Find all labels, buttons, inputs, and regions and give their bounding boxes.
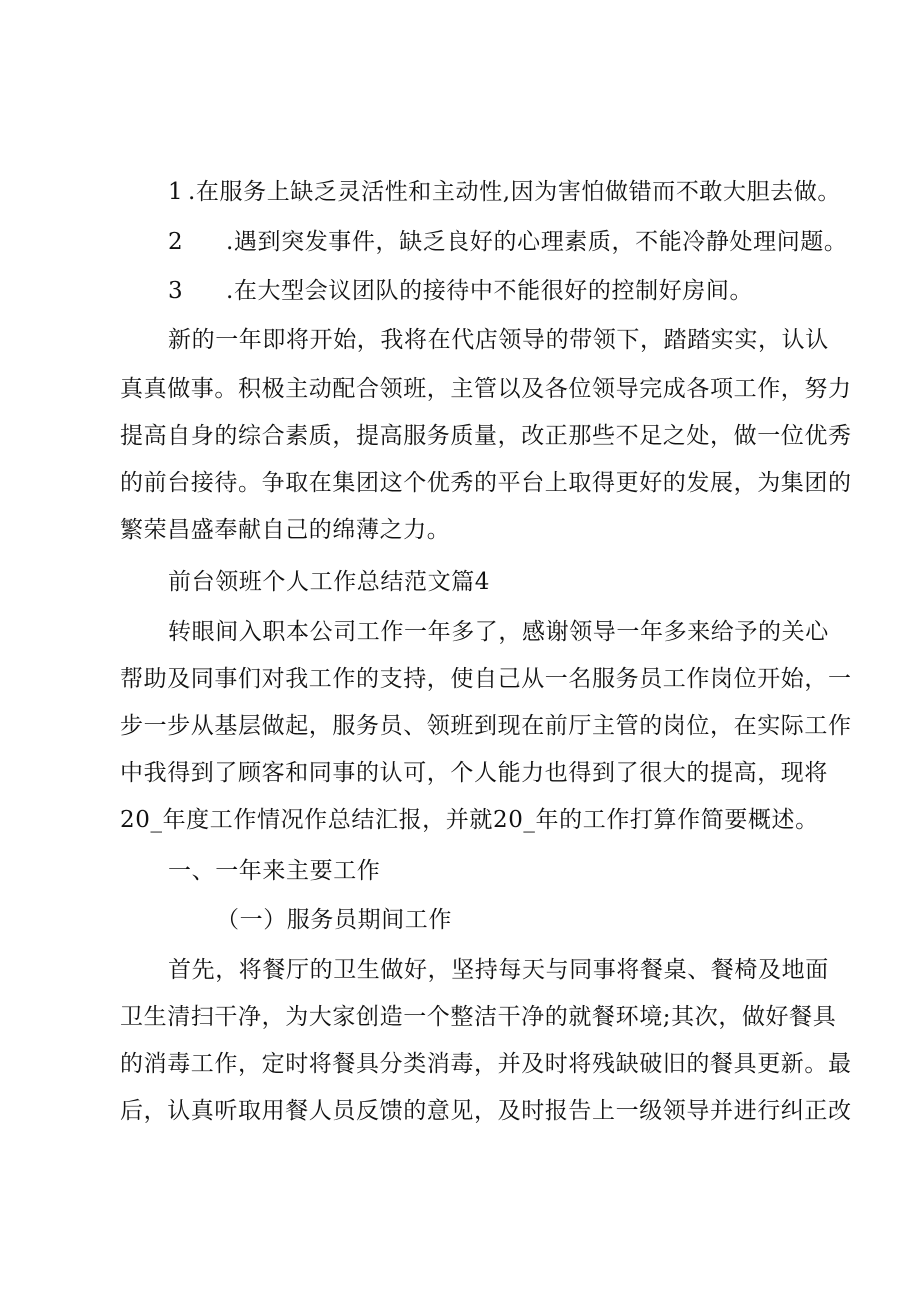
paragraph-line: 步一步从基层做起，服务员、领班到现在前厅主管的岗位，在实际工作 <box>120 713 852 739</box>
list-text: .在服务上缺乏灵活性和主动性,因为害怕做错而不敢大胆去做。 <box>188 179 842 205</box>
paragraph-line: 后，认真听取用餐人员反馈的意见，及时报告上一级领导并进行纠正改 <box>120 1098 852 1124</box>
list-number: 3 <box>168 278 184 304</box>
paragraph-line: 中我得到了顾客和同事的认可，个人能力也得到了很大的提高，现将 <box>120 760 828 786</box>
paragraph-line: 转眼间入职本公司工作一年多了，感谢领导一年多来给予的关心 <box>168 619 829 645</box>
list-number: 1 <box>168 179 184 205</box>
paragraph-line: 新的一年即将开始，我将在代店领导的带领下，踏踏实实，认认 <box>168 327 829 353</box>
list-item <box>168 177 841 207</box>
heading-level-2: （一）服务员期间工作 <box>216 907 452 933</box>
section-title: 前台领班个人工作总结范文篇4 <box>168 569 491 595</box>
paragraph-line: 卫生清扫干净，为大家创造一个整洁干净的就餐环境;其次，做好餐具 <box>120 1004 837 1030</box>
paragraph-line: 的消毒工作，定时将餐具分类消毒，并及时将残缺破旧的餐具更新。最 <box>120 1051 852 1077</box>
paragraph-line: 20_年度工作情况作总结汇报，并就20_年的工作打算作简要概述。 <box>120 807 819 833</box>
list-text: .遇到突发事件，缺乏良好的心理素质，不能冷静处理问题。 <box>226 229 848 255</box>
paragraph-line: 提高自身的综合素质，提高服务质量，改正那些不足之处，做一位优秀 <box>120 423 852 449</box>
list-number: 2 <box>168 229 184 255</box>
paragraph-line: 帮助及同事们对我工作的支持，使自己从一名服务员工作岗位开始，一 <box>120 666 852 692</box>
list-item <box>168 227 848 257</box>
heading-level-1: 一、一年来主要工作 <box>168 858 381 884</box>
paragraph-line: 首先，将餐厅的卫生做好，坚持每天与同事将餐桌、餐椅及地面 <box>168 957 829 983</box>
list-text: .在大型会议团队的接待中不能很好的控制好房间。 <box>226 278 754 304</box>
paragraph-line: 的前台接待。争取在集团这个优秀的平台上取得更好的发展，为集团的 <box>120 470 852 496</box>
list-item <box>168 276 753 306</box>
paragraph-line: 真真做事。积极主动配合领班，主管以及各位领导完成各项工作，努力 <box>120 376 852 402</box>
paragraph-line: 繁荣昌盛奉献自己的绵薄之力。 <box>120 517 451 543</box>
